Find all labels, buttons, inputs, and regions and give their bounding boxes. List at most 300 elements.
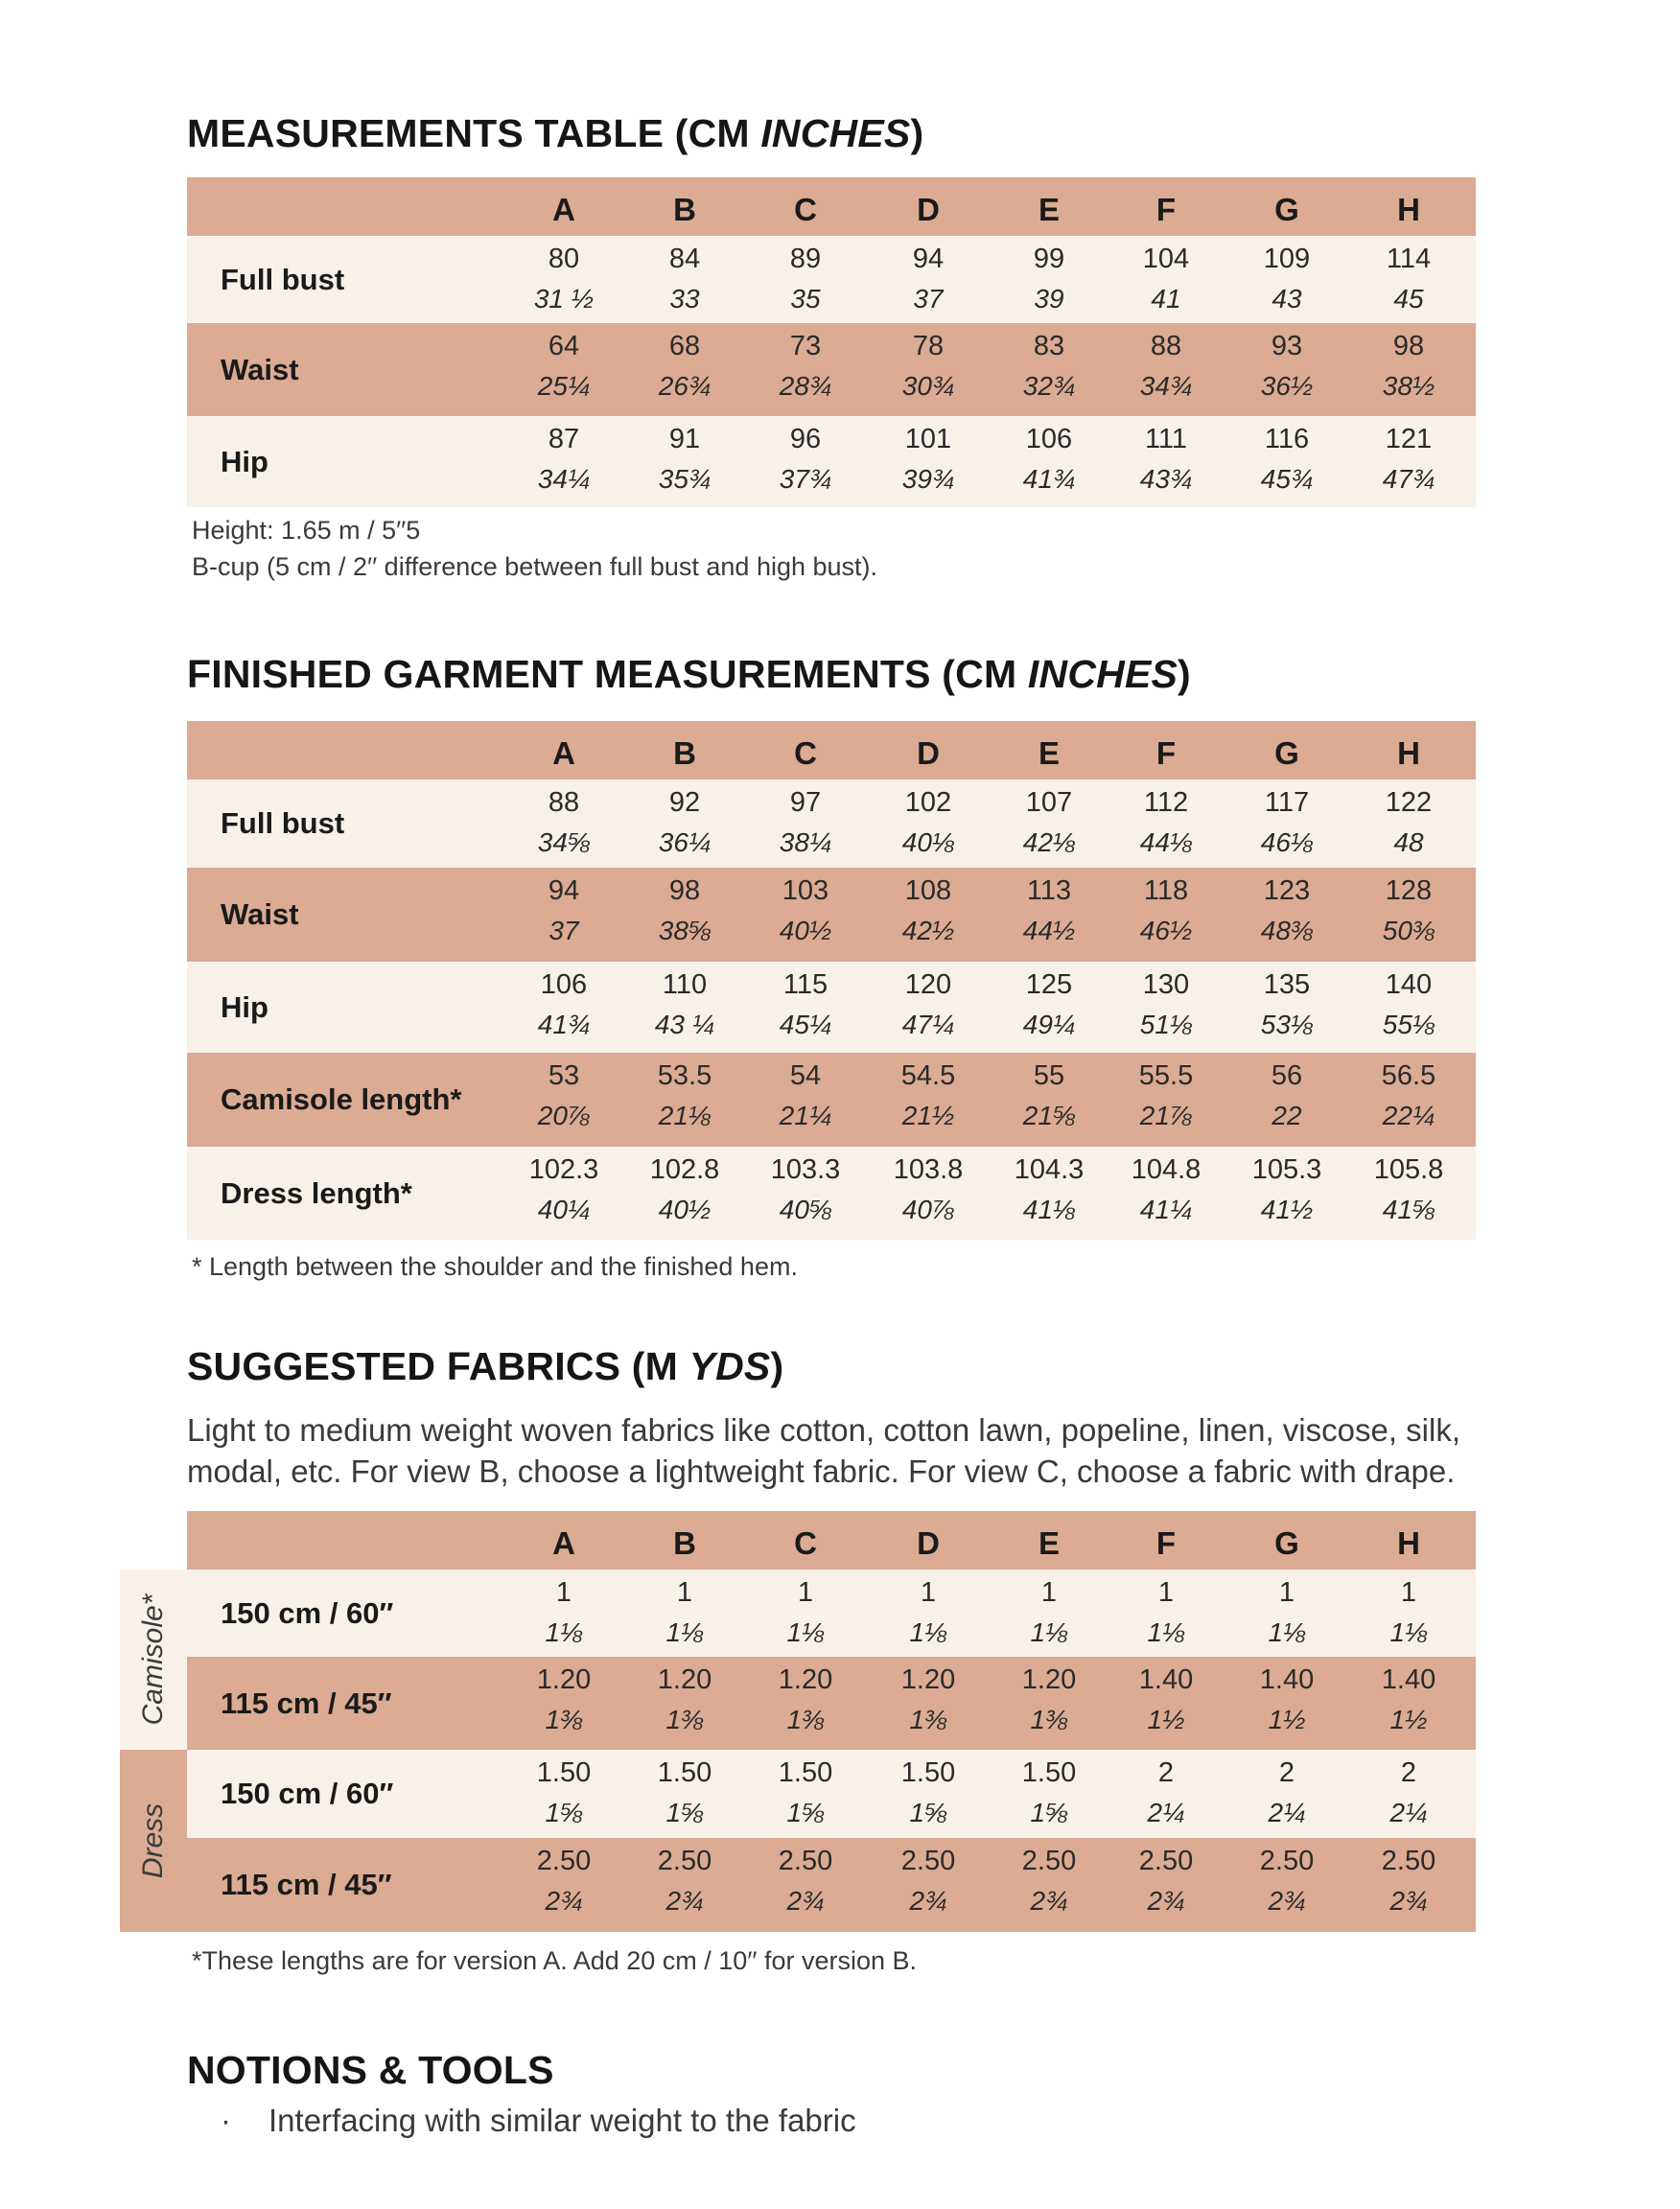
row-label: Hip	[221, 444, 268, 478]
size-header-b: B	[673, 1525, 696, 1561]
size-header-f: F	[1155, 1525, 1177, 1561]
metric-value: 1.40	[1381, 1664, 1436, 1695]
value-cell	[743, 1750, 868, 1828]
imperial-value: 2¾	[545, 1886, 583, 1916]
metric-value: 121	[1385, 424, 1433, 454]
size-header-h: H	[1397, 735, 1420, 771]
row-label: 115 cm / 45′′	[221, 1868, 392, 1901]
length-note: * Length between the shoulder and the finished hem.	[192, 1252, 798, 1281]
value-cell	[866, 868, 991, 946]
metric-value: 84	[668, 244, 701, 274]
imperial-value: 43	[1272, 284, 1302, 314]
value-cell	[1225, 779, 1349, 858]
value-cell	[866, 1147, 991, 1225]
value-cell	[1346, 416, 1471, 495]
row-label: Waist	[221, 897, 299, 931]
imperial-value: 1⅝	[786, 1798, 825, 1827]
metric-value: 73	[789, 331, 822, 361]
imperial-value: 22	[1272, 1101, 1302, 1130]
metric-value: 115	[782, 969, 828, 1000]
value-cell	[866, 1838, 991, 1917]
value-cell	[743, 1147, 868, 1225]
metric-value: 118	[1143, 875, 1189, 906]
value-cell	[1346, 1147, 1471, 1225]
bullet-dot: ·	[221, 2103, 231, 2138]
height-note: Height: 1.65 m / 5′′5	[192, 516, 421, 545]
imperial-value: 48	[1393, 827, 1424, 857]
size-header-c: C	[794, 192, 817, 227]
value-cell	[987, 323, 1111, 402]
metric-value: 83	[1033, 331, 1065, 361]
metric-value: 106	[1025, 424, 1073, 454]
table-header	[187, 177, 1476, 236]
table-row	[187, 1053, 1476, 1147]
metric-value: 123	[1263, 875, 1311, 906]
imperial-value: 38⅝	[658, 916, 712, 945]
imperial-value: 35¾	[658, 464, 712, 494]
size-header-h: H	[1397, 192, 1420, 227]
metric-value: 104	[1142, 244, 1190, 274]
metric-value: 1.40	[1259, 1664, 1315, 1695]
value-cell	[502, 1053, 626, 1131]
metric-value: 1	[676, 1577, 693, 1608]
size-header-d: D	[917, 192, 940, 227]
imperial-value: 40⅞	[901, 1195, 955, 1224]
value-cell	[743, 236, 868, 314]
metric-value: 2	[1157, 1757, 1175, 1788]
size-header-d: D	[917, 1525, 940, 1561]
imperial-value: 39¾	[901, 464, 955, 494]
metric-value: 93	[1271, 331, 1303, 361]
metric-value: 1	[1278, 1577, 1295, 1608]
imperial-value: 20⅞	[537, 1101, 591, 1130]
imperial-value: 36¼	[658, 827, 712, 857]
imperial-value: 1⅝	[545, 1798, 583, 1827]
finished-table	[187, 721, 1476, 1240]
metric-value: 88	[1150, 331, 1182, 361]
imperial-value: 2¾	[786, 1886, 825, 1916]
value-cell	[502, 416, 626, 495]
metric-value: 117	[1264, 787, 1310, 818]
metric-value: 1.50	[900, 1757, 956, 1788]
value-cell	[1225, 1570, 1349, 1648]
value-cell	[1346, 236, 1471, 314]
imperial-value: 1⅛	[665, 1617, 704, 1647]
value-cell	[1104, 1838, 1228, 1917]
metric-value: 102	[904, 787, 952, 818]
notions-title: NOTIONS & TOOLS	[187, 2048, 554, 2092]
value-cell	[622, 1838, 747, 1917]
table-row	[187, 868, 1476, 962]
metric-value: 103.3	[770, 1154, 841, 1185]
metric-value: 92	[668, 787, 701, 818]
value-cell	[1104, 1570, 1228, 1648]
metric-value: 101	[904, 424, 952, 454]
size-header-g: G	[1274, 192, 1299, 227]
table-row	[187, 1750, 1476, 1838]
imperial-value: 2¾	[1389, 1886, 1428, 1916]
metric-value: 122	[1385, 787, 1433, 818]
imperial-value: 46⅛	[1260, 827, 1314, 857]
metric-value: 55	[1033, 1060, 1065, 1091]
metric-value: 1	[1400, 1577, 1417, 1608]
imperial-value: 1⅛	[1389, 1617, 1428, 1647]
imperial-value: 28¾	[779, 371, 832, 401]
metric-value: 54	[789, 1060, 822, 1091]
imperial-value: 1½	[1389, 1705, 1428, 1734]
imperial-value: 1⅛	[786, 1617, 825, 1647]
value-cell	[743, 416, 868, 495]
value-cell	[1225, 1657, 1349, 1735]
imperial-value: 43¾	[1139, 464, 1193, 494]
size-header-f: F	[1155, 735, 1177, 771]
row-label: Full bust	[221, 262, 345, 296]
value-cell	[743, 779, 868, 858]
metric-value: 1.50	[657, 1757, 712, 1788]
size-header-e: E	[1038, 735, 1060, 771]
metric-value: 96	[789, 424, 822, 454]
imperial-value: 53⅛	[1260, 1010, 1314, 1039]
imperial-value: 21¼	[779, 1101, 832, 1130]
table-row	[187, 236, 1476, 323]
imperial-value: 44½	[1022, 916, 1076, 945]
notions-list	[221, 2100, 856, 2142]
value-cell	[866, 1657, 991, 1735]
value-cell	[502, 1838, 626, 1917]
value-cell	[502, 962, 626, 1040]
value-cell	[622, 1570, 747, 1648]
imperial-value: 37	[913, 284, 944, 314]
metric-value: 1	[555, 1577, 572, 1608]
value-cell	[743, 1570, 868, 1648]
imperial-value: 2¾	[665, 1886, 704, 1916]
metric-value: 94	[548, 875, 580, 906]
imperial-value: 1⅝	[909, 1798, 947, 1827]
imperial-value: 1⅛	[1147, 1617, 1185, 1647]
metric-value: 103	[782, 875, 829, 906]
metric-value: 2	[1400, 1757, 1417, 1788]
imperial-value: 2¾	[909, 1886, 947, 1916]
value-cell	[622, 1147, 747, 1225]
size-header-c: C	[794, 735, 817, 771]
imperial-value: 55⅛	[1382, 1010, 1435, 1039]
value-cell	[1225, 236, 1349, 314]
imperial-value: 2¼	[1147, 1798, 1185, 1827]
metric-value: 1	[797, 1577, 814, 1608]
size-header-b: B	[673, 735, 696, 771]
metric-value: 87	[548, 424, 580, 454]
metric-value: 1.20	[536, 1664, 592, 1695]
value-cell	[1346, 1657, 1471, 1735]
imperial-value: 22¼	[1382, 1101, 1435, 1130]
imperial-value: 34⅝	[537, 827, 591, 857]
metric-value: 1.50	[778, 1757, 833, 1788]
imperial-value: 1⅛	[1268, 1617, 1306, 1647]
metric-value: 105.3	[1251, 1154, 1322, 1185]
metric-value: 2.50	[900, 1846, 956, 1876]
value-cell	[502, 236, 626, 314]
value-cell	[743, 962, 868, 1040]
imperial-value: 1½	[1268, 1705, 1306, 1734]
size-header-g: G	[1274, 1525, 1299, 1561]
value-cell	[1346, 868, 1471, 946]
imperial-value: 47¼	[901, 1010, 955, 1039]
table-row	[187, 1657, 1476, 1750]
metric-value: 2.50	[536, 1846, 592, 1876]
imperial-value: 30¾	[901, 371, 955, 401]
value-cell	[502, 779, 626, 858]
value-cell	[1225, 1053, 1349, 1131]
value-cell	[1225, 962, 1349, 1040]
value-cell	[1225, 323, 1349, 402]
value-cell	[622, 868, 747, 946]
metric-value: 112	[1143, 787, 1189, 818]
imperial-value: 33	[669, 284, 700, 314]
imperial-value: 39	[1034, 284, 1064, 314]
metric-value: 113	[1026, 875, 1072, 906]
size-header-h: H	[1397, 1525, 1420, 1561]
value-cell	[1104, 323, 1228, 402]
value-cell	[622, 962, 747, 1040]
imperial-value: 38¼	[779, 827, 832, 857]
metric-value: 1.40	[1138, 1664, 1194, 1695]
metric-value: 111	[1144, 424, 1188, 454]
row-label: 115 cm / 45′′	[221, 1686, 392, 1720]
value-cell	[622, 416, 747, 495]
metric-value: 53	[548, 1060, 580, 1091]
metric-value: 2.50	[1021, 1846, 1077, 1876]
metric-value: 2	[1278, 1757, 1295, 1788]
metric-value: 91	[668, 424, 701, 454]
value-cell	[1346, 1750, 1471, 1828]
metric-value: 78	[912, 331, 945, 361]
camisole-group-label: Camisole*	[120, 1570, 187, 1750]
cup-note: B-cup (5 cm / 2′′ difference between full bust and high bust).	[192, 552, 878, 581]
value-cell	[502, 1147, 626, 1225]
imperial-value: 46½	[1139, 916, 1193, 945]
table-row	[187, 779, 1476, 868]
imperial-value: 1⅜	[909, 1705, 947, 1734]
value-cell	[1225, 1750, 1349, 1828]
metric-value: 107	[1025, 787, 1073, 818]
value-cell	[1225, 1147, 1349, 1225]
value-cell	[1104, 779, 1228, 858]
value-cell	[502, 1657, 626, 1735]
imperial-value: 37¾	[779, 464, 832, 494]
fabrics-table	[187, 1511, 1476, 1932]
metric-value: 120	[904, 969, 952, 1000]
imperial-value: 1⅝	[665, 1798, 704, 1827]
imperial-value: 41¾	[1022, 464, 1076, 494]
value-cell	[866, 962, 991, 1040]
imperial-value: 21½	[901, 1101, 955, 1130]
imperial-value: 38½	[1382, 371, 1435, 401]
size-header-d: D	[917, 735, 940, 771]
row-label: Waist	[221, 352, 299, 386]
metric-value: 103.8	[893, 1154, 964, 1185]
dress-group-label: Dress	[120, 1750, 187, 1932]
value-cell	[987, 1750, 1111, 1828]
imperial-value: 34¼	[537, 464, 591, 494]
imperial-value: 1⅛	[545, 1617, 583, 1647]
fabrics-title: SUGGESTED FABRICS (M YDS)	[187, 1344, 784, 1388]
metric-value: 108	[904, 875, 952, 906]
size-header-e: E	[1038, 192, 1060, 227]
imperial-value: 40⅛	[901, 827, 955, 857]
value-cell	[502, 1750, 626, 1828]
metric-value: 106	[540, 969, 588, 1000]
table-header	[187, 1511, 1476, 1570]
imperial-value: 40¼	[537, 1195, 591, 1224]
value-cell	[1225, 1838, 1349, 1917]
row-label: Hip	[221, 989, 268, 1024]
imperial-value: 2¾	[1147, 1886, 1185, 1916]
metric-value: 2.50	[778, 1846, 833, 1876]
value-cell	[866, 1053, 991, 1131]
finished-title: FINISHED GARMENT MEASUREMENTS (CM INCHES)	[187, 652, 1191, 696]
size-header-c: C	[794, 1525, 817, 1561]
metric-value: 53.5	[657, 1060, 712, 1091]
value-cell	[1346, 323, 1471, 402]
value-cell	[1104, 416, 1228, 495]
imperial-value: 41¾	[537, 1010, 591, 1039]
table-row	[187, 1147, 1476, 1240]
imperial-value: 34¾	[1139, 371, 1193, 401]
value-cell	[1346, 1838, 1471, 1917]
table-row	[187, 416, 1476, 507]
fabrics-paragraph: Light to medium weight woven fabrics like cotton, cotton lawn, popeline, linen, viscose, silk, modal, etc. For view B, choose a lightweight fabric. For view C, choose a fabric with drape.	[187, 1412, 1461, 1489]
size-header-a: A	[552, 735, 575, 771]
metric-value: 55.5	[1138, 1060, 1194, 1091]
row-label: Dress length*	[221, 1175, 412, 1210]
metric-value: 116	[1264, 424, 1310, 454]
imperial-value: 43 ¼	[654, 1010, 715, 1039]
imperial-value: 45	[1393, 284, 1424, 314]
metric-value: 102.8	[649, 1154, 720, 1185]
row-label: 150 cm / 60′′	[221, 1595, 394, 1630]
imperial-value: 1⅜	[545, 1705, 583, 1734]
metric-value: 140	[1385, 969, 1433, 1000]
value-cell	[622, 323, 747, 402]
imperial-value: 41⅛	[1022, 1195, 1076, 1224]
imperial-value: 2¾	[1268, 1886, 1306, 1916]
size-header-b: B	[673, 192, 696, 227]
imperial-value: 40½	[658, 1195, 712, 1224]
value-cell	[866, 236, 991, 314]
metric-value: 2.50	[1381, 1846, 1436, 1876]
value-cell	[987, 1147, 1111, 1225]
metric-value: 135	[1263, 969, 1311, 1000]
metric-value: 64	[548, 331, 580, 361]
size-header-e: E	[1038, 1525, 1060, 1561]
size-header-g: G	[1274, 735, 1299, 771]
metric-value: 1.50	[536, 1757, 592, 1788]
imperial-value: 1⅛	[1030, 1617, 1068, 1647]
imperial-value: 1⅝	[1030, 1798, 1068, 1827]
value-cell	[743, 1838, 868, 1917]
metric-value: 94	[912, 244, 945, 274]
value-cell	[1104, 1657, 1228, 1735]
metric-value: 2.50	[657, 1846, 712, 1876]
imperial-value: 45¾	[1260, 464, 1314, 494]
metric-value: 1	[1157, 1577, 1175, 1608]
imperial-value: 41	[1151, 284, 1181, 314]
metric-value: 98	[668, 875, 701, 906]
metric-value: 2.50	[1259, 1846, 1315, 1876]
value-cell	[743, 1053, 868, 1131]
imperial-value: 21⅞	[1139, 1101, 1193, 1130]
imperial-value: 1⅛	[909, 1617, 947, 1647]
row-label: 150 cm / 60′′	[221, 1777, 394, 1810]
value-cell	[622, 1657, 747, 1735]
metric-value: 68	[668, 331, 701, 361]
value-cell	[1346, 1570, 1471, 1648]
value-cell	[987, 1053, 1111, 1131]
imperial-value: 45¼	[779, 1010, 832, 1039]
metric-value: 130	[1142, 969, 1190, 1000]
metric-value: 1.20	[778, 1664, 833, 1695]
value-cell	[987, 868, 1111, 946]
metric-value: 1	[1040, 1577, 1058, 1608]
table-row	[187, 1838, 1476, 1932]
imperial-value: 41¼	[1139, 1195, 1193, 1224]
measurements-table	[187, 177, 1476, 507]
value-cell	[1104, 868, 1228, 946]
metric-value: 1.20	[657, 1664, 712, 1695]
metric-value: 128	[1385, 875, 1433, 906]
imperial-value: 1½	[1147, 1705, 1185, 1734]
imperial-value: 50⅜	[1382, 916, 1435, 945]
size-header-a: A	[552, 192, 575, 227]
value-cell	[502, 1570, 626, 1648]
value-cell	[987, 416, 1111, 495]
metric-value: 1	[920, 1577, 937, 1608]
metric-value: 105.8	[1373, 1154, 1444, 1185]
value-cell	[622, 236, 747, 314]
metric-value: 125	[1025, 969, 1073, 1000]
table-row	[187, 1570, 1476, 1657]
value-cell	[1104, 1053, 1228, 1131]
value-cell	[502, 868, 626, 946]
value-cell	[987, 779, 1111, 858]
value-cell	[622, 1750, 747, 1828]
value-cell	[866, 416, 991, 495]
value-cell	[987, 236, 1111, 314]
size-header-f: F	[1155, 192, 1177, 227]
value-cell	[1104, 1750, 1228, 1828]
imperial-value: 31 ½	[533, 284, 595, 314]
metric-value: 1.50	[1021, 1757, 1077, 1788]
metric-value: 97	[789, 787, 822, 818]
value-cell	[1346, 1053, 1471, 1131]
value-cell	[866, 779, 991, 858]
imperial-value: 47¾	[1382, 464, 1435, 494]
metric-value: 80	[548, 244, 580, 274]
imperial-value: 2¾	[1030, 1886, 1068, 1916]
imperial-value: 41½	[1260, 1195, 1314, 1224]
imperial-value: 40½	[779, 916, 832, 945]
table-header	[187, 721, 1476, 779]
size-header-a: A	[552, 1525, 575, 1561]
imperial-value: 36½	[1260, 371, 1314, 401]
value-cell	[1104, 962, 1228, 1040]
imperial-value: 37	[548, 916, 579, 945]
value-cell	[987, 1838, 1111, 1917]
value-cell	[987, 1657, 1111, 1735]
value-cell	[622, 1053, 747, 1131]
imperial-value: 32¾	[1022, 371, 1076, 401]
value-cell	[502, 323, 626, 402]
